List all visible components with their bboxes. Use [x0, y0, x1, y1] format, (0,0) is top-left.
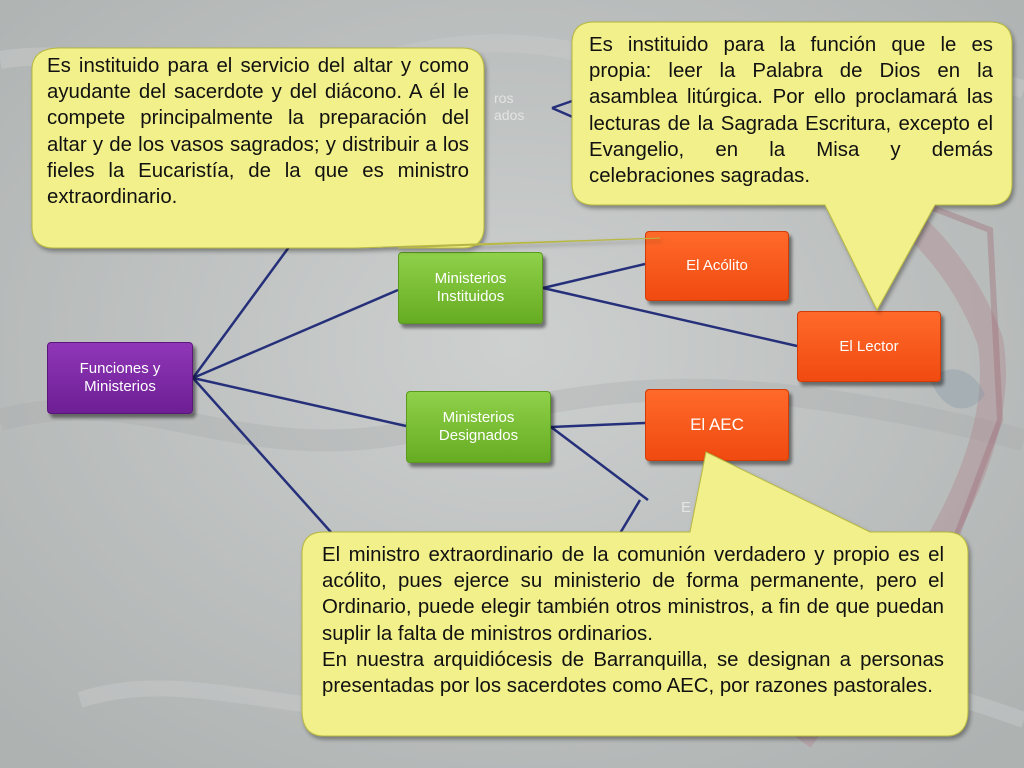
callout-aec-text [322, 542, 944, 699]
hidden-node-label-top-line1: ros [494, 90, 514, 106]
callout-acolito-text: Es instituido para el servicio del altar y como ayudante del sacerdote y del diácono. A él le compete principalmente la preparación del altar y de los vasos sagrados; y distribuir a los fieles la Eucaristía, de la que es ministro extraordinario. [47, 55, 469, 209]
callout-aec-paragraph-2: En nuestra arquidiócesis de Barranquilla, se designan a personas presentadas por los sacerdotes como AEC, por razones pastorales. [322, 648, 944, 698]
node-ministerios-designados-label: Ministerios Designados [438, 409, 519, 444]
node-el-aec-label: El AEC [690, 415, 744, 434]
callout-lector-text: Es instituido para la función que le es propia: leer la Palabra de Dios en la asamblea litúrgica. Por ello proclamará las lecturas de la Sagrada Escritura, excepto el Evangelio, en la Misa y demás celebraciones sagradas. [589, 34, 993, 188]
callout-aec-paragraph-1: El ministro extraordinario de la comunión verdadero y propio es el acólito, pues ejerce su ministerio de forma permanente, pero el Ordinario, puede elegir también otros ministros, a fin de que puedan suplir la falta de ministros ordinarios. [322, 544, 944, 645]
node-el-acolito-label: El Acólito [686, 257, 748, 274]
hidden-node-label-bottom: E [681, 499, 692, 516]
node-el-lector-label: El Lector [839, 337, 899, 355]
hidden-node-label-top-line2: ados [494, 107, 525, 123]
root-node-label: Funciones y Ministerios [79, 360, 161, 395]
node-ministerios-instituidos-label: Ministerios Instituidos [434, 270, 507, 305]
